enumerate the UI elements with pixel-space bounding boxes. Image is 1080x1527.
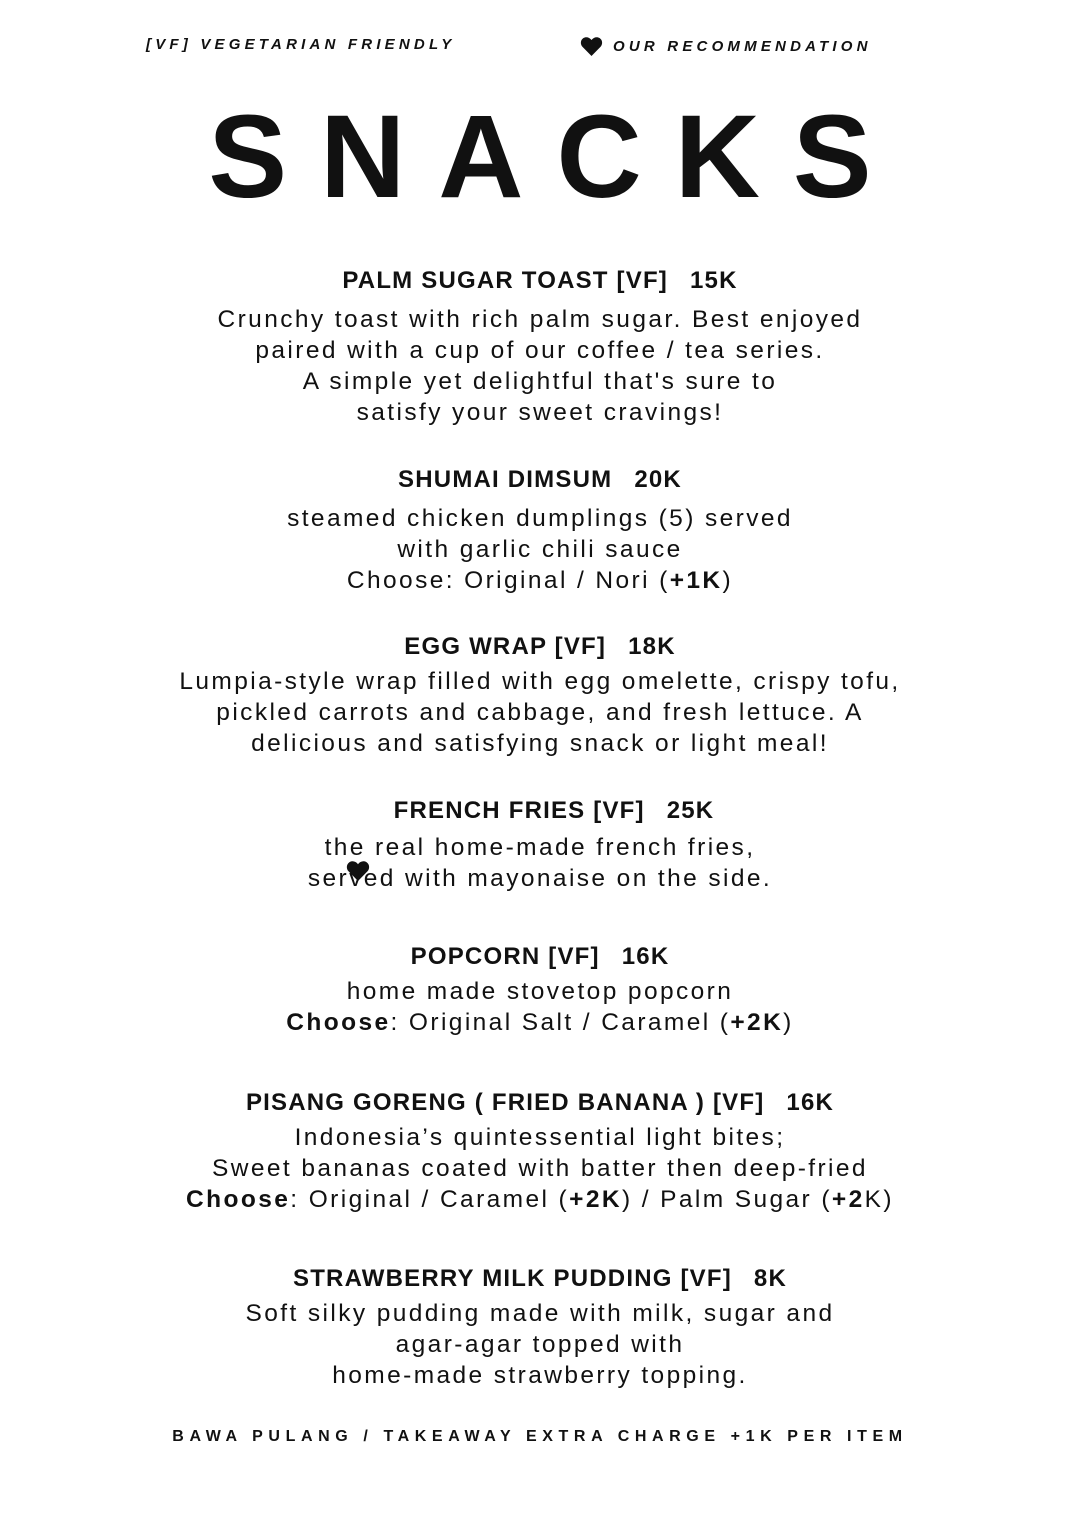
recommendation-label: OUR RECOMMENDATION	[613, 38, 872, 55]
item-heading	[0, 465, 1080, 495]
item-name: PISANG GORENG ( FRIED BANANA ) [VF]	[245, 1089, 765, 1116]
desc-line: served with mayonaise on the side.	[307, 865, 773, 892]
item-name: PALM SUGAR TOAST [VF]	[342, 267, 668, 294]
desc-line: Soft silky pudding made with milk, sugar and	[245, 1300, 835, 1327]
item-price: 16K	[621, 943, 670, 970]
desc-line: the real home-made french fries,	[324, 834, 756, 861]
recommendation-legend	[580, 36, 872, 57]
item-description	[0, 666, 1080, 759]
item-name: FRENCH FRIES [VF]	[393, 797, 645, 824]
item-price: 8K	[753, 1265, 788, 1292]
desc-line: paired with a cup of our coffee / tea series.	[255, 337, 825, 364]
item-name: POPCORN [VF]	[410, 943, 600, 970]
item-description	[0, 503, 1080, 596]
item-price: 20K	[634, 466, 682, 493]
item-heading	[0, 1088, 1080, 1118]
item-heading	[0, 796, 1080, 826]
item-name: STRAWBERRY MILK PUDDING [VF]	[292, 1265, 732, 1292]
item-heading	[0, 266, 1080, 296]
item-price: 16K	[786, 1089, 835, 1116]
vegetarian-legend: [VF] VEGETARIAN FRIENDLY	[146, 36, 456, 53]
item-description	[0, 1122, 1080, 1215]
item-description	[0, 1298, 1080, 1391]
item-name: EGG WRAP [VF]	[404, 633, 607, 660]
desc-line: steamed chicken dumplings (5) served	[287, 505, 793, 532]
item-description	[0, 832, 1080, 894]
desc-line: Crunchy toast with rich palm sugar. Best enjoyed	[217, 306, 863, 333]
desc-line: home-made strawberry topping.	[332, 1362, 748, 1389]
desc-line: Sweet bananas coated with batter then deep-fried	[212, 1155, 868, 1182]
menu-item-palm-sugar-toast	[0, 266, 1080, 428]
item-name: SHUMAI DIMSUM	[398, 466, 613, 493]
item-price: 18K	[628, 633, 676, 660]
menu-item-pisang-goreng	[0, 1088, 1080, 1215]
desc-line: with garlic chili sauce	[397, 536, 683, 563]
menu-item-shumai-dimsum	[0, 465, 1080, 596]
choose-line: Choose: Original Salt / Caramel (+2K)	[286, 1009, 794, 1036]
desc-line: home made stovetop popcorn	[346, 978, 734, 1005]
desc-line: delicious and satisfying snack or light meal!	[251, 730, 829, 757]
takeaway-note: BAWA PULANG / TAKEAWAY EXTRA CHARGE +1K PER ITEM	[172, 1428, 908, 1445]
item-heading	[0, 942, 1080, 972]
item-price: 15K	[690, 267, 738, 294]
desc-line: A simple yet delightful that's sure to	[302, 368, 778, 395]
heart-icon	[580, 36, 603, 57]
menu-item-strawberry-milk-pudding	[0, 1264, 1080, 1391]
desc-line: agar-agar topped with	[395, 1331, 685, 1358]
desc-line: satisfy your sweet cravings!	[356, 399, 724, 426]
desc-line: Lumpia-style wrap filled with egg omelette, crispy tofu,	[179, 668, 901, 695]
choose-line: Choose: Original / Caramel (+2K) / Palm Sugar (+2K)	[186, 1186, 894, 1213]
recommended-heart-icon	[346, 800, 370, 822]
item-heading	[0, 632, 1080, 662]
item-heading	[0, 1264, 1080, 1294]
menu-item-french-fries	[0, 796, 1080, 894]
desc-line: Indonesia’s quintessential light bites;	[294, 1124, 786, 1151]
desc-line: pickled carrots and cabbage, and fresh lettuce. A	[216, 699, 864, 726]
menu-item-popcorn	[0, 942, 1080, 1038]
page-title: SNACKS	[208, 91, 905, 223]
item-description	[0, 304, 1080, 428]
item-price: 25K	[666, 797, 715, 824]
choose-line: Choose: Original / Nori (+1K)	[346, 567, 734, 594]
menu-item-egg-wrap	[0, 632, 1080, 759]
item-description	[0, 976, 1080, 1038]
